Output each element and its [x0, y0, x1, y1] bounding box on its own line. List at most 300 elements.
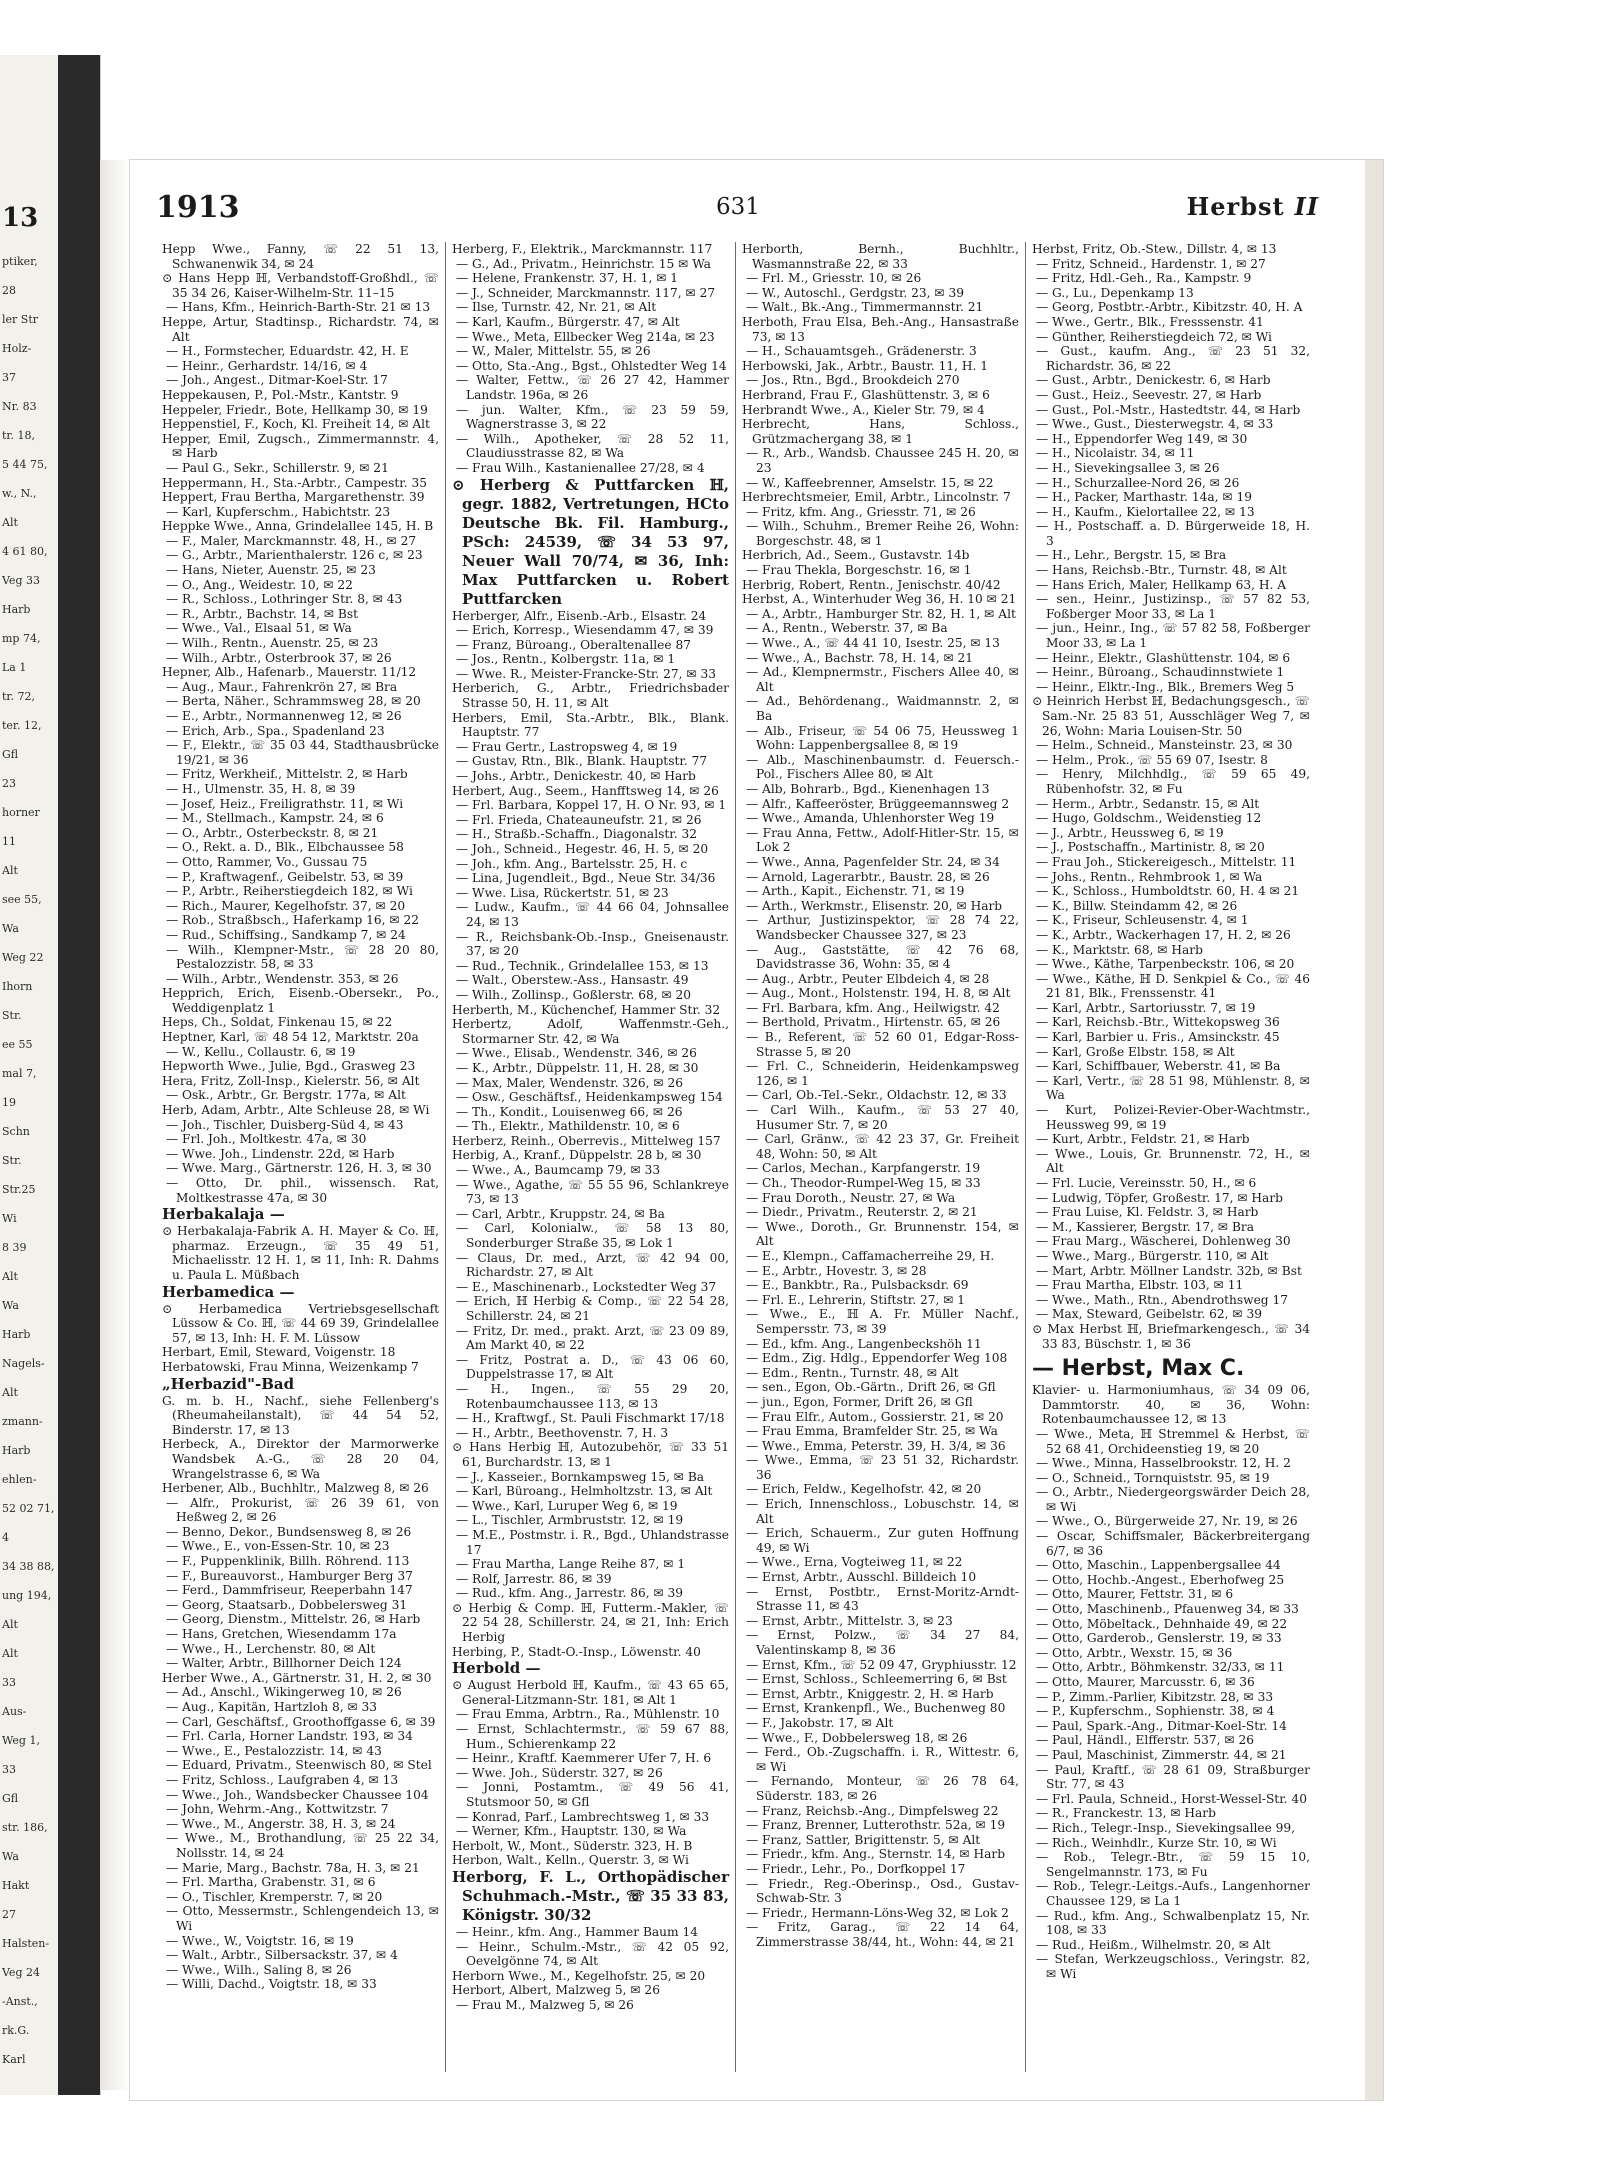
directory-entry: — Johs., Rentn., Rehmbrook 1, ✉ Wa [1036, 869, 1263, 884]
running-head [1187, 192, 1319, 221]
directory-entry: Herberth, M., Küchenchef, Hammer Str. 32 [452, 1002, 721, 1017]
directory-entry: — E., Arbtr., Hovestr. 3, ✉ 28 [746, 1263, 927, 1278]
directory-entry: — Wwe., Anna, Pagenfelder Str. 24, ✉ 34 [746, 854, 1000, 869]
directory-entry: — Edm., Zig. Hdlg., Eppendorfer Weg 108 [746, 1351, 1008, 1366]
directory-entry: — H., Kraftwgf., St. Pauli Fischmarkt 17/18 [456, 1411, 725, 1426]
directory-heading: Herborg, F. L., Orthopädischer Schuhmach.-Mstr., ☏ 35 33 83, Königstr. 30/32 [452, 1867, 729, 1924]
directory-entry: — H., Ulmenstr. 35, H. 8, ✉ 39 [166, 781, 356, 796]
directory-entry: — Wwe., F., Dobbelersweg 18, ✉ 26 [746, 1730, 968, 1745]
directory-entry: — Paul, Händl., Elfferstr. 537, ✉ 26 [1036, 1733, 1255, 1748]
directory-entry: — Otto, Dr. phil., wissensch. Rat, Moltkestrasse 47a, ✉ 30 [166, 1176, 439, 1205]
directory-entry: — P., Zimm.-Parlier, Kibitzstr. 28, ✉ 33 [1036, 1689, 1274, 1704]
directory-heading: Herbakalaja — [162, 1205, 285, 1224]
directory-entry: Hepp Wwe., Fanny, ☏ 22 51 13, Schwanenwik 34, ✉ 24 [162, 242, 439, 271]
directory-entry: — Frau Marg., Wäscherei, Dohlenweg 30 [1036, 1234, 1291, 1249]
directory-entry: — Günther, Reiherstiegdeich 72, ✉ Wi [1036, 329, 1272, 344]
directory-heading: Herbold — [452, 1659, 541, 1678]
directory-heading: „Herbazid"-Bad [162, 1374, 295, 1393]
directory-entry: Herberg, F., Elektrik., Marckmannstr. 117 [452, 242, 713, 256]
directory-entry: — Karl, Kupferschm., Habichtstr. 23 [166, 504, 391, 519]
directory-entry: — G., Lu., Depenkamp 13 [1036, 285, 1194, 300]
directory-entry: — Georg, Staatsarb., Dobbelersweg 31 [166, 1597, 408, 1612]
left-page-line: Aus- [2, 1705, 27, 1718]
directory-entry: — Carl, Geschäftsf., Groothoffgasse 6, ✉ 39 [166, 1714, 436, 1729]
directory-entry: Hepworth Wwe., Julie, Bgd., Grasweg 23 [162, 1059, 416, 1074]
directory-entry: — Fritz, kfm. Ang., Griesstr. 71, ✉ 26 [746, 504, 976, 519]
page-number: 631 [716, 194, 760, 220]
directory-entry: Herbrich, Ad., Seem., Gustavstr. 14b [742, 548, 970, 563]
directory-entry: — Karl, Kaufm., Bürgerstr. 47, ✉ Alt [456, 314, 680, 329]
directory-columns [156, 242, 1316, 2072]
directory-entry: — Paul, Maschinist, Zimmerstr. 44, ✉ 21 [1036, 1747, 1287, 1762]
directory-entry: — Wwe., Käthe, ℍ D. Senkpiel & Co., ☏ 46 21 81, Blk., Frenssenstr. 41 [1036, 971, 1310, 1001]
directory-entry: — Heinr., Gerhardstr. 14/16, ✉ 4 [166, 358, 368, 373]
directory-entry: — sen., Egon, Ob.-Gärtn., Drift 26, ✉ Gfl [746, 1380, 996, 1395]
directory-entry: — A., Arbtr., Hamburger Str. 82, H. 1, ✉ Alt [746, 606, 1016, 621]
directory-entry: Herber Wwe., A., Gärtnerstr. 31, H. 2, ✉ 30 [162, 1670, 432, 1685]
directory-entry: Herbart, Emil, Steward, Voigenstr. 18 [162, 1345, 396, 1360]
left-page-line: Wa [2, 1299, 19, 1312]
left-page-line: Halsten- [2, 1937, 50, 1950]
directory-entry: — Fritz, Garag., ☏ 22 14 64, Zimmerstrasse 38/44, ht., Wohn: 44, ✉ 21 [746, 1920, 1019, 1949]
directory-entry: — Ad., Klempnermstr., Fischers Allee 40, ✉ Alt [746, 665, 1019, 694]
directory-entry: — Karl, Arbtr., Sartoriusstr. 7, ✉ 19 [1036, 1000, 1256, 1015]
directory-entry: Herborth, Bernh., Buchhltr., Wasmannstraße 22, ✉ 33 [742, 242, 1019, 271]
left-page-line: zmann- [2, 1415, 43, 1428]
directory-entry: — Wwe., Joh., Wandsbecker Chaussee 104 [166, 1787, 429, 1802]
directory-entry: Herbowski, Jak., Arbtr., Baustr. 11, H. 1 [742, 358, 988, 373]
directory-entry: ⊙ Herbig & Comp. ℍ, Futterm.-Makler, ☏ 22 54 28, Schillerstr. 24, ✉ 21, Inh: Erich Herbig [452, 1600, 729, 1645]
directory-entry: — Paul G., Sekr., Schillerstr. 9, ✉ 21 [166, 460, 389, 475]
directory-entry: Herbon, Walt., Kelln., Querstr. 3, ✉ Wi [452, 1853, 689, 1868]
directory-entry: Heppke Wwe., Anna, Grindelallee 145, H. B [162, 519, 434, 534]
page-gutter [100, 160, 130, 2090]
directory-entry: — Ad., Behördenang., Waidmannstr. 2, ✉ Ba [746, 694, 1019, 723]
left-page-line: Alt [2, 1386, 18, 1399]
directory-entry: — J., Postschaffn., Martinistr. 8, ✉ 20 [1036, 840, 1265, 855]
directory-entry: — Hans, Nieter, Auenstr. 25, ✉ 23 [166, 563, 376, 578]
left-page-line: Holz- [2, 342, 32, 355]
directory-entry: — H., Eppendorfer Weg 149, ✉ 30 [1036, 431, 1248, 446]
directory-entry: — Jonni, Postamtm., ☏ 49 56 41, Stutsmoor 50, ✉ Gfl [456, 1780, 729, 1809]
left-page-line: Veg 24 [2, 1966, 40, 1979]
directory-entry: — Ernst, Arbtr., Mittelstr. 3, ✉ 23 [746, 1613, 953, 1628]
directory-entry: Herbeck, A., Direktor der Marmorwerke Wandsbek A.-G., ☏ 28 20 04, Wrangelstrasse 6, ✉ Wa [162, 1437, 439, 1481]
left-page-line: 11 [2, 835, 16, 848]
directory-entry: — H., Packer, Marthastr. 14a, ✉ 19 [1036, 490, 1252, 505]
directory-entry: — Gust., Heiz., Seevestr. 27, ✉ Harb [1036, 387, 1262, 402]
directory-entry: — Wwe., Marg., Bürgerstr. 110, ✉ Alt [1036, 1248, 1269, 1263]
directory-entry: — Wwe., Agathe, ☏ 55 55 96, Schlankreye 73, ✉ 13 [456, 1177, 729, 1207]
directory-entry: — jun., Egon, Former, Drift 26, ✉ Gfl [746, 1394, 973, 1409]
directory-entry: — Wilh., Zollinsp., Goßlerstr. 68, ✉ 20 [456, 987, 692, 1002]
directory-entry: — Erich, Innenschloss., Lobuschstr. 14, ✉ Alt [746, 1497, 1019, 1526]
directory-entry: — Friedr., Lehr., Po., Dorfkoppel 17 [746, 1861, 966, 1876]
directory-entry: — Arnold, Lagerarbtr., Baustr. 28, ✉ 26 [746, 869, 990, 884]
left-page-line: -Anst., [2, 1995, 38, 2008]
directory-entry: — K., Schloss., Humboldtstr. 60, H. 4 ✉ 21 [1036, 884, 1300, 899]
directory-entry: — Wwe., Gertr., Blk., Fresssenstr. 41 [1036, 314, 1264, 329]
column-3 [736, 242, 1026, 2072]
directory-entry: — Hans, Gretchen, Wiesendamm 17a [166, 1627, 397, 1642]
directory-entry: — Otto, Maurer, Marcusstr. 6, ✉ 36 [1036, 1675, 1255, 1689]
directory-entry: — Wwe., Käthe, Tarpenbeckstr. 106, ✉ 20 [1036, 957, 1295, 972]
left-page-line: Str. [2, 1154, 22, 1167]
directory-entry: — Rich., Maurer, Kegelhofstr. 37, ✉ 20 [166, 898, 406, 913]
directory-entry: — H., Kaufm., Kielortallee 22, ✉ 13 [1036, 504, 1255, 519]
directory-entry: — Joh., Angest., Ditmar-Koel-Str. 17 [166, 373, 388, 388]
directory-entry: — Frau Emma, Arbtrn., Ra., Mühlenstr. 10 [456, 1707, 720, 1722]
directory-entry: — Oscar, Schiffsmaler, Bäckerbreitergang 6/7, ✉ 36 [1036, 1529, 1310, 1558]
directory-entry: — Gust., Arbtr., Denickestr. 6, ✉ Harb [1036, 373, 1271, 388]
directory-entry: — Aug., Gaststätte, ☏ 42 76 68, Davidstrasse 36, Wohn: 35, ✉ 4 [746, 942, 1019, 972]
directory-entry: — Franz, Büroang., Oberaltenallee 87 [456, 637, 691, 652]
left-page-line: Weg 1, [2, 1734, 40, 1747]
directory-entry: Herbrand, Frau F., Glashüttenstr. 3, ✉ 6 [742, 387, 990, 402]
left-page-line: 19 [2, 1096, 16, 1109]
directory-entry: — Otto, Arbtr., Böhmkenstr. 32/33, ✉ 11 [1036, 1660, 1285, 1675]
directory-entry: — Fritz, Schloss., Laufgraben 4, ✉ 13 [166, 1772, 399, 1787]
directory-entry: — H., Lehr., Bergstr. 15, ✉ Bra [1036, 548, 1227, 563]
directory-entry: — B., Referent, ☏ 52 60 01, Edgar-Ross-Strasse 5, ✉ 20 [746, 1030, 1019, 1059]
directory-entry: — Ernst, Schlachtermstr., ☏ 59 67 88, Hum., Schierenkamp 22 [456, 1722, 729, 1751]
left-page-line: ehlen- [2, 1473, 37, 1486]
directory-entry: — R., Arbtr., Bachstr. 14, ✉ Bst [166, 606, 359, 621]
directory-entry: — Paul, Spark.-Ang., Ditmar-Koel-Str. 14 [1036, 1718, 1287, 1733]
directory-entry: — Wwe. R., Meister-Francke-Str. 27, ✉ 33 [456, 666, 716, 681]
left-page-line: Schn [2, 1125, 30, 1138]
directory-entry: — Alb, Bohrarb., Bgd., Kienenhagen 13 [746, 781, 990, 796]
left-page-line: 4 [2, 1531, 9, 1544]
directory-entry: — Carlos, Mechan., Karpfangerstr. 19 [746, 1161, 981, 1176]
left-page-year: 13 [2, 203, 39, 233]
directory-entry: — Wilh., Arbtr., Osterbrook 37, ✉ 26 [166, 650, 392, 665]
left-page-line: Str.25 [2, 1183, 36, 1196]
directory-entry: — E., Arbtr., Normannenweg 12, ✉ 26 [166, 709, 402, 723]
directory-entry: — Frl. M., Griesstr. 10, ✉ 26 [746, 271, 922, 286]
directory-entry: — Otto, Möbeltack., Dehnhaide 49, ✉ 22 [1036, 1616, 1288, 1631]
directory-entry: — Ch., Theodor-Rumpel-Weg 15, ✉ 33 [746, 1176, 981, 1190]
directory-entry: — Arth., Kapit., Eichenstr. 71, ✉ 19 [746, 884, 965, 899]
directory-entry: — Wwe., A., Bachstr. 78, H. 14, ✉ 21 [746, 650, 974, 665]
directory-entry: — Wilh., Arbtr., Wendenstr. 353, ✉ 26 [166, 971, 399, 986]
directory-entry: — Friedr., Hermann-Löns-Weg 32, ✉ Lok 2 [746, 1905, 1009, 1920]
directory-entry: — Frau Martha, Elbstr. 103, ✉ 11 [1036, 1278, 1244, 1293]
directory-entry: — Wwe., M., Angerstr. 38, H. 3, ✉ 24 [166, 1816, 396, 1831]
directory-entry: ⊙ Herbamedica Vertriebsgesellschaft Lüssow & Co. ℍ, ☏ 44 69 39, Grindelallee 57, ✉ 13, Inh: H. F. M. Lüssow [162, 1301, 439, 1345]
directory-entry: — G., Ad., Privatm., Heinrichstr. 15 ✉ Wa [456, 256, 711, 271]
directory-entry: — Max, Steward, Geibelstr. 62, ✉ 39 [1036, 1307, 1262, 1322]
directory-entry: — Wwe., E., Pestalozzistr. 14, ✉ 43 [166, 1743, 382, 1758]
directory-entry: — Frau Thekla, Borgeschstr. 16, ✉ 1 [746, 563, 972, 578]
directory-entry: — Joh., Schneid., Hegestr. 46, H. 5, ✉ 20 [456, 842, 709, 856]
directory-entry: Herbert, Aug., Seem., Hanfftsweg 14, ✉ 26 [452, 783, 719, 798]
directory-entry: Hera, Fritz, Zoll-Insp., Kielerstr. 56, ✉ Alt [162, 1073, 420, 1088]
left-page-line: Alt [2, 864, 18, 877]
left-page-line: Ihorn [2, 980, 33, 993]
directory-entry: — Eduard, Privatm., Steenwisch 80, ✉ Stel [166, 1758, 432, 1773]
directory-entry: Herbatowski, Frau Minna, Weizenkamp 7 [162, 1359, 419, 1374]
directory-entry: — Heinr., kfm. Ang., Hammer Baum 14 [456, 1924, 698, 1939]
directory-entry: — Georg, Dienstm., Mittelstr. 26, ✉ Harb [166, 1612, 421, 1627]
directory-entry: ⊙ Hans Hepp ℍ, Verbandstoff-Großhdl., ☏ 35 34 26, Kaiser-Wilhelm-Str. 11–15 [162, 271, 439, 300]
directory-entry: — Wwe., Karl, Luruper Weg 6, ✉ 19 [456, 1498, 678, 1513]
directory-entry: — F., Elektr., ☏ 35 03 44, Stadthausbrücke 19/21, ✉ 36 [166, 738, 439, 767]
directory-entry: — Frl. E., Lehrerin, Stiftstr. 27, ✉ 1 [746, 1292, 966, 1307]
directory-entry: Herbrandt Wwe., A., Kieler Str. 79, ✉ 4 [742, 402, 985, 417]
left-page-line: Nagels- [2, 1357, 45, 1370]
directory-entry: — Frau Emma, Bramfelder Str. 25, ✉ Wa [746, 1424, 998, 1439]
directory-entry: — Karl, Barbier u. Fris., Amsinckstr. 45 [1036, 1030, 1280, 1045]
directory-entry: — Wwe., Emma, ☏ 23 51 32, Richardstr. 36 [746, 1453, 1019, 1482]
left-page-line: ung 194, [2, 1589, 52, 1602]
left-page-line: Str. [2, 1009, 22, 1022]
directory-entry: — Carl, Ob.-Tel.-Sekr., Oldachstr. 12, ✉ 33 [746, 1088, 1007, 1103]
directory-entry: — H., Sievekingsallee 3, ✉ 26 [1036, 460, 1220, 475]
directory-entry: — P., Kupferschm., Sophienstr. 38, ✉ 4 [1036, 1704, 1275, 1719]
directory-entry: — Frau Wilh., Kastanienallee 27/28, ✉ 4 [456, 460, 705, 475]
directory-entry: Heppermann, H., Sta.-Arbtr., Campestr. 35 [162, 475, 427, 490]
directory-entry: — Ilse, Turnstr. 42, Nr. 21, ✉ Alt [456, 300, 657, 315]
directory-entry: — Alfr., Prokurist, ☏ 26 39 61, von Heßweg 2, ✉ 26 [166, 1495, 439, 1525]
directory-entry: — Heinr., Elktr.-Ing., Blk., Bremers Weg 5 [1036, 679, 1295, 694]
directory-entry: — Frau Martha, Lange Reihe 87, ✉ 1 [456, 1557, 686, 1572]
directory-entry: — Gustav, Rtn., Blk., Blank. Hauptstr. 77 [456, 754, 708, 769]
directory-entry: Klavier- u. Harmoniumhaus, ☏ 34 09 06, Dammtorstr. 40, ✉ 36, Wohn: Rotenbaumchaussee 12, ✉ 13 [1032, 1383, 1310, 1427]
directory-entry: — Heinr., Elektr., Glashüttenstr. 104, ✉ 6 [1036, 650, 1291, 665]
directory-entry: — Rolf, Jarrestr. 86, ✉ 39 [456, 1571, 612, 1586]
directory-entry: — Frl. Frieda, Chateauneufstr. 21, ✉ 26 [456, 812, 702, 827]
directory-entry: Heppeler, Friedr., Bote, Hellkamp 30, ✉ 19 [162, 402, 428, 417]
directory-heading: ⊙ Herberg & Puttfarcken ℍ, gegr. 1882, Vertretungen, HCto Deutsche Bk. Fil. Hamburg., PSch: 24539, ☏ 34 53 97, Neuer Wall 70/74, ✉ 36, Inh: Max Puttfarcken u. Robert Puttfarcken [452, 475, 729, 608]
directory-entry: — Karl, Reichsb.-Btr., Wittekopsweg 36 [1036, 1015, 1280, 1030]
page-edge-shadow [58, 55, 101, 2095]
directory-entry: — Alb., Maschinenbaumstr. d. Feuersch.-Pol., Fischers Allee 80, ✉ Alt [746, 752, 1019, 782]
directory-entry: — Ferd., Dammfriseur, Reeperbahn 147 [166, 1583, 413, 1598]
directory-entry: — Carl, Arbtr., Kruppstr. 24, ✉ Ba [456, 1206, 665, 1221]
directory-entry: — Willi, Dachd., Voigtstr. 18, ✉ 33 [166, 1977, 377, 1992]
directory-entry: — Wwe., Meta, ℍ Stremmel & Herbst, ☏ 52 68 41, Orchideenstieg 19, ✉ 20 [1036, 1426, 1310, 1456]
directory-entry: — Edm., Rentn., Turnstr. 48, ✉ Alt [746, 1365, 959, 1380]
directory-entry: — Otto, Garderob., Genslerstr. 19, ✉ 33 [1036, 1631, 1282, 1646]
directory-entry: — O., Arbtr., Niedergeorgswärder Deich 28, ✉ Wi [1036, 1485, 1310, 1514]
directory-entry: — L., Tischler, Armbruststr. 12, ✉ 19 [456, 1513, 684, 1528]
left-page-line: 52 02 71, [2, 1502, 55, 1515]
directory-entry: — Jos., Rentn., Kolbergstr. 11a, ✉ 1 [456, 652, 676, 667]
directory-entry: — Karl, Große Elbstr. 158, ✉ Alt [1036, 1044, 1235, 1059]
directory-entry: — Karl, Vertr., ☏ 28 51 98, Mühlenstr. 8, ✉ Wa [1036, 1073, 1310, 1103]
left-page-line: Gfl [2, 1792, 19, 1805]
left-page-line: Alt [2, 1618, 18, 1631]
directory-entry: — Gust., kaufm. Ang., ☏ 23 51 32, Richardstr. 36, ✉ 22 [1036, 344, 1310, 373]
left-page-line: mal 7, [2, 1067, 37, 1080]
directory-entry: — Fritz, Werkheif., Mittelstr. 2, ✉ Harb [166, 767, 408, 782]
directory-entry: — Jos., Rtn., Bgd., Brookdeich 270 [746, 373, 960, 388]
directory-entry: — O., Ang., Weidestr. 10, ✉ 22 [166, 577, 353, 592]
directory-entry: — Otto, Messermstr., Schlengendeich 13, ✉ Wi [166, 1904, 439, 1933]
directory-entry: — Rud., Heißm., Wilhelmstr. 20, ✉ Alt [1036, 1937, 1271, 1952]
left-page-line: str. 186, [2, 1821, 48, 1834]
directory-entry: — H., Arbtr., Beethovenstr. 7, H. 3 [456, 1425, 669, 1440]
directory-entry: — Frl. C., Schneiderin, Heidenkampsweg 126, ✉ 1 [746, 1059, 1019, 1088]
directory-entry: — Erich, Schauerm., Zur guten Hoffnung 49, ✉ Wi [746, 1526, 1019, 1555]
directory-entry: — Wwe. Lisa, Rückertstr. 51, ✉ 23 [456, 885, 669, 900]
directory-entry: — jun., Heinr., Ing., ☏ 57 82 58, Foßberger Moor 33, ✉ La 1 [1036, 621, 1310, 651]
directory-entry: — Frl. Barbara, Koppel 17, H. O Nr. 93, ✉ 1 [456, 798, 727, 813]
left-page-line: Veg 33 [2, 574, 40, 587]
directory-entry: — Hans, Kfm., Heinrich-Barth-Str. 21 ✉ 13 [166, 300, 431, 315]
left-page-line: see 55, [2, 893, 42, 906]
directory-entry: — R., Schloss., Lothringer Str. 8, ✉ 43 [166, 592, 403, 607]
left-page-line: 8 39 [2, 1241, 27, 1254]
directory-entry: — Arthur, Justizinspektor, ☏ 28 74 22, Wandsbecker Chaussee 327, ✉ 23 [746, 913, 1019, 942]
directory-entry: — Frau Anna, Fettw., Adolf-Hitler-Str. 15, ✉ Lok 2 [746, 825, 1019, 855]
directory-entry: — Alb., Friseur, ☏ 54 06 75, Heussweg 1 Wohn: Lappenbergsallee 8, ✉ 19 [746, 723, 1019, 753]
directory-entry: — Wwe. Marg., Gärtnerstr. 126, H. 3, ✉ 30 [166, 1161, 432, 1176]
directory-entry: — K., Marktstr. 68, ✉ Harb [1036, 942, 1203, 957]
directory-entry: — Wwe., Doroth., Gr. Brunnenstr. 154, ✉ Alt [746, 1219, 1019, 1249]
left-page-line: Nr. 83 [2, 400, 37, 413]
directory-entry: — Henry, Milchhdlg., ☏ 59 65 49, Rübenhofstr. 32, ✉ Fu [1036, 767, 1310, 796]
directory-entry: — F., Maler, Marckmannstr. 48, H., ✉ 27 [166, 533, 417, 548]
directory-entry: — Otto, Hochb.-Angest., Eberhofweg 25 [1036, 1572, 1285, 1587]
directory-entry: — Joh., kfm. Ang., Bartelsstr. 25, H. c [456, 856, 688, 871]
directory-entry: — H., Straßb.-Schaffn., Diagonalstr. 32 [456, 827, 697, 842]
directory-entry: — Osw., Geschäftsf., Heidenkampsweg 154 [456, 1090, 723, 1105]
directory-entry: Herberz, Reinh., Oberrevis., Mittelweg 157 [452, 1133, 721, 1148]
directory-entry: Herbers, Emil, Sta.-Arbtr., Blk., Blank. Hauptstr. 77 [452, 710, 729, 740]
left-page-line: Karl [2, 2053, 26, 2066]
directory-entry: — Walter, Fettw., ☏ 26 27 42, Hammer Landstr. 196a, ✉ 26 [456, 373, 729, 402]
directory-entry: — Marie, Marg., Bachstr. 78a, H. 3, ✉ 21 [166, 1860, 420, 1875]
directory-entry: — Wwe., Val., Elsaal 51, ✉ Wa [166, 621, 352, 636]
directory-entry: — Frau Doroth., Neustr. 27, ✉ Wa [746, 1190, 956, 1205]
left-page-line: Weg 22 [2, 951, 44, 964]
directory-entry: — W., Kaffeebrenner, Amselstr. 15, ✉ 22 [746, 475, 994, 490]
directory-entry: Heppenstiel, F., Koch, Kl. Freiheit 14, ✉ Alt [162, 417, 430, 432]
directory-entry: — Wilh., Rentn., Auenstr. 25, ✉ 23 [166, 636, 379, 651]
directory-page [130, 160, 1383, 2100]
directory-entry: — J., Schneider, Marckmannstr. 117, ✉ 27 [456, 285, 716, 300]
directory-entry: — K., Arbtr., Wackerhagen 17, H. 2, ✉ 26 [1036, 927, 1291, 942]
directory-entry: — Frl. Barbara, kfm. Ang., Heilwigstr. 42 [746, 1000, 1000, 1015]
directory-entry: Herbst, A., Winterhuder Weg 36, H. 10 ✉ 21 [742, 592, 1017, 607]
directory-entry: — J., Arbtr., Heussweg 6, ✉ 19 [1036, 825, 1224, 840]
directory-entry: — Alfr., Kaffeeröster, Brüggeemannsweg 2 [746, 796, 1010, 811]
directory-entry: — Ad., Anschl., Wikingerweg 10, ✉ 26 [166, 1685, 402, 1700]
directory-entry: — Wwe., A., ☏ 44 41 10, Isestr. 25, ✉ 13 [746, 636, 1000, 651]
directory-entry: — Erich, ℍ Herbig & Comp., ☏ 22 54 28, Schillerstr. 24, ✉ 21 [456, 1294, 729, 1323]
directory-entry: — Wwe., Meta, Ellbecker Weg 214a, ✉ 23 [456, 329, 715, 344]
directory-entry: — Wwe., Amanda, Uhlenhorster Weg 19 [746, 811, 995, 826]
directory-entry: — Hans Erich, Maler, Hellkamp 63, H. A [1036, 577, 1287, 592]
directory-entry: Herbort, Albert, Malzweg 5, ✉ 26 [452, 1983, 660, 1998]
directory-entry: ⊙ Heinrich Herbst ℍ, Bedachungsgesch., ☏ Sam.-Nr. 25 83 51, Ausschläger Weg 7, ✉ 26, Wohn: Maria Louisen-Str. 50 [1032, 694, 1310, 738]
directory-entry: — Frau M., Malzweg 5, ✉ 26 [456, 1997, 634, 2012]
directory-entry: — Wwe., Emma, Peterstr. 39, H. 3/4, ✉ 36 [746, 1438, 1006, 1453]
directory-entry: — Heinr., Schulm.-Mstr., ☏ 42 05 92, Oevelgönne 74, ✉ Alt [456, 1939, 729, 1969]
directory-entry: — M., Kassierer, Bergstr. 17, ✉ Bra [1036, 1219, 1254, 1234]
directory-entry: Heppekausen, P., Pol.-Mstr., Kantstr. 9 [162, 387, 399, 402]
directory-entry: — Fritz, Hdl.-Geh., Ra., Kampstr. 9 [1036, 271, 1252, 286]
directory-entry: — Wwe., Elisab., Wendenstr. 346, ✉ 26 [456, 1046, 697, 1061]
directory-entry: — O., Arbtr., Osterbeckstr. 8, ✉ 21 [166, 825, 379, 840]
left-page-line: 33 [2, 1763, 16, 1776]
directory-entry: — jun. Walter, Kfm., ☏ 23 59 59, Wagnerstrasse 3, ✉ 22 [456, 402, 729, 432]
directory-entry: — H., Ingen., ☏ 55 29 20, Rotenbaumchaussee 113, ✉ 13 [456, 1381, 729, 1411]
directory-entry: — Ernst, Schloss., Schleemerring 6, ✉ Bst [746, 1672, 1007, 1687]
directory-entry: — H., Nicolaistr. 34, ✉ 11 [1036, 446, 1195, 461]
directory-entry: Herbrechtsmeier, Emil, Arbtr., Lincolnstr. 7 [742, 490, 1011, 505]
running-head-name: Herbst [1186, 192, 1285, 221]
directory-entry: — Rud., Technik., Grindelallee 153, ✉ 13 [456, 958, 709, 973]
directory-entry: — O., Rekt. a. D., Blk., Elbchaussee 58 [166, 840, 404, 855]
directory-entry: — Helm., Schneid., Mansteinstr. 23, ✉ 30 [1036, 738, 1293, 753]
left-page-line: ter. 12, [2, 719, 42, 732]
directory-entry: — Wwe., A., Baumcamp 79, ✉ 33 [456, 1163, 661, 1178]
directory-entry: — H., Postschaff. a. D. Bürgerweide 18, H. 3 [1036, 519, 1310, 548]
running-head-volume: II [1294, 192, 1319, 221]
directory-entry: — P., Kraftwagenf., Geibelstr. 53, ✉ 39 [166, 869, 404, 884]
directory-entry: — Wwe., Gust., Diesterwegstr. 4, ✉ 33 [1036, 417, 1274, 432]
left-page-fragment [0, 55, 101, 2095]
directory-entry: Herberich, G., Arbtr., Friedrichsbader Strasse 50, H. 11, ✉ Alt [452, 681, 729, 711]
directory-entry: — Frl. Lucie, Vereinsstr. 50, H., ✉ 6 [1036, 1176, 1257, 1190]
directory-entry: Herbolt, W., Mont., Süderstr. 323, H. B [452, 1838, 693, 1853]
directory-entry: — Fernando, Monteur, ☏ 26 78 64, Süderstr. 183, ✉ 26 [746, 1774, 1019, 1803]
left-page-line: 5 44 75, [2, 458, 48, 471]
left-page-line: mp 74, [2, 632, 41, 645]
directory-entry: — Carl Wilh., Kaufm., ☏ 53 27 40, Husumer Str. 7, ✉ 20 [746, 1103, 1019, 1132]
directory-entry: — Walter, Arbtr., Billhorner Deich 124 [166, 1656, 402, 1671]
directory-entry: — Kurt, Polizei-Revier-Ober-Wachtmstr., Heussweg 99, ✉ 19 [1036, 1103, 1310, 1132]
directory-entry: — Frl. Joh., Moltkestr. 47a, ✉ 30 [166, 1132, 367, 1147]
directory-entry: — Rob., Telegr.-Btr., ☏ 59 15 10, Sengelmannstr. 173, ✉ Fu [1036, 1850, 1310, 1879]
directory-entry: — Mart, Arbtr. Möllner Landstr. 32b, ✉ Bst [1036, 1263, 1302, 1278]
directory-entry: — Karl, Büroang., Helmholtzstr. 13, ✉ Alt [456, 1484, 713, 1499]
directory-entry: — Konrad, Parf., Lambrechtsweg 1, ✉ 33 [456, 1809, 710, 1824]
left-page-line: Harb [2, 1444, 31, 1457]
directory-entry: — Wwe., H., Lerchenstr. 80, ✉ Alt [166, 1641, 376, 1656]
directory-entry: — Hugo, Goldschm., Weidenstieg 12 [1036, 811, 1262, 826]
directory-entry: — O., Tischler, Kremperstr. 7, ✉ 20 [166, 1889, 383, 1904]
directory-entry: — Otto, Maschin., Lappenbergsallee 44 [1036, 1558, 1281, 1573]
left-page-line: rk.G. [2, 2024, 30, 2037]
directory-entry: — Aug., Arbtr., Peuter Elbdeich 4, ✉ 28 [746, 971, 990, 986]
directory-heading: Herbamedica — [162, 1282, 295, 1301]
directory-entry: Heppe, Artur, Stadtinsp., Richardstr. 74, ✉ Alt [162, 314, 439, 344]
directory-entry: — E., Klempn., Caffamacherreihe 29, H. [746, 1248, 995, 1263]
directory-entry: — Wwe., M., Brothandlung, ☏ 25 22 34, Nollsstr. 14, ✉ 24 [166, 1831, 439, 1860]
directory-entry: — Franz, Sattler, Brigittenstr. 5, ✉ Alt [746, 1832, 981, 1847]
left-page-line: Wa [2, 1850, 19, 1863]
directory-entry: — Berta, Näher., Schrammsweg 28, ✉ 20 [166, 694, 421, 709]
directory-entry: — Frau Elfr., Autom., Gossierstr. 21, ✉ 20 [746, 1409, 1004, 1424]
left-page-line: Gfl [2, 748, 19, 761]
directory-entry: — Otto, Rammer, Vo., Gussau 75 [166, 854, 368, 869]
left-page-line: Alt [2, 516, 18, 529]
directory-entry: — Otto, Maurer, Fettstr. 31, ✉ 6 [1036, 1587, 1234, 1602]
directory-entry: Herbig, A., Kranf., Düppelstr. 28 b, ✉ 30 [452, 1148, 702, 1163]
directory-entry: Herbertz, Adolf, Waffenmstr.-Geh., Stormarner Str. 42, ✉ Wa [452, 1017, 729, 1046]
directory-entry: — Stefan, Werkzeugschloss., Veringstr. 82, ✉ Wi [1036, 1952, 1310, 1981]
directory-entry: — Helm., Prok., ☏ 55 69 07, Isestr. 8 [1036, 752, 1268, 767]
directory-entry: — Carl, Gränw., ☏ 42 23 37, Gr. Freiheit 48, Wohn: 50, ✉ Alt [746, 1132, 1019, 1161]
directory-entry: — H., Schurzallee-Nord 26, ✉ 26 [1036, 475, 1240, 490]
directory-entry: — Wilh., Klempner-Mstr., ☏ 28 20 80, Pestalozzistr. 58, ✉ 33 [166, 942, 439, 972]
directory-entry: — J., Kasseier., Bornkampsweg 15, ✉ Ba [456, 1469, 705, 1484]
directory-entry: — Fritz, Postrat a. D., ☏ 43 06 60, Duppelstrasse 17, ✉ Alt [456, 1352, 729, 1382]
